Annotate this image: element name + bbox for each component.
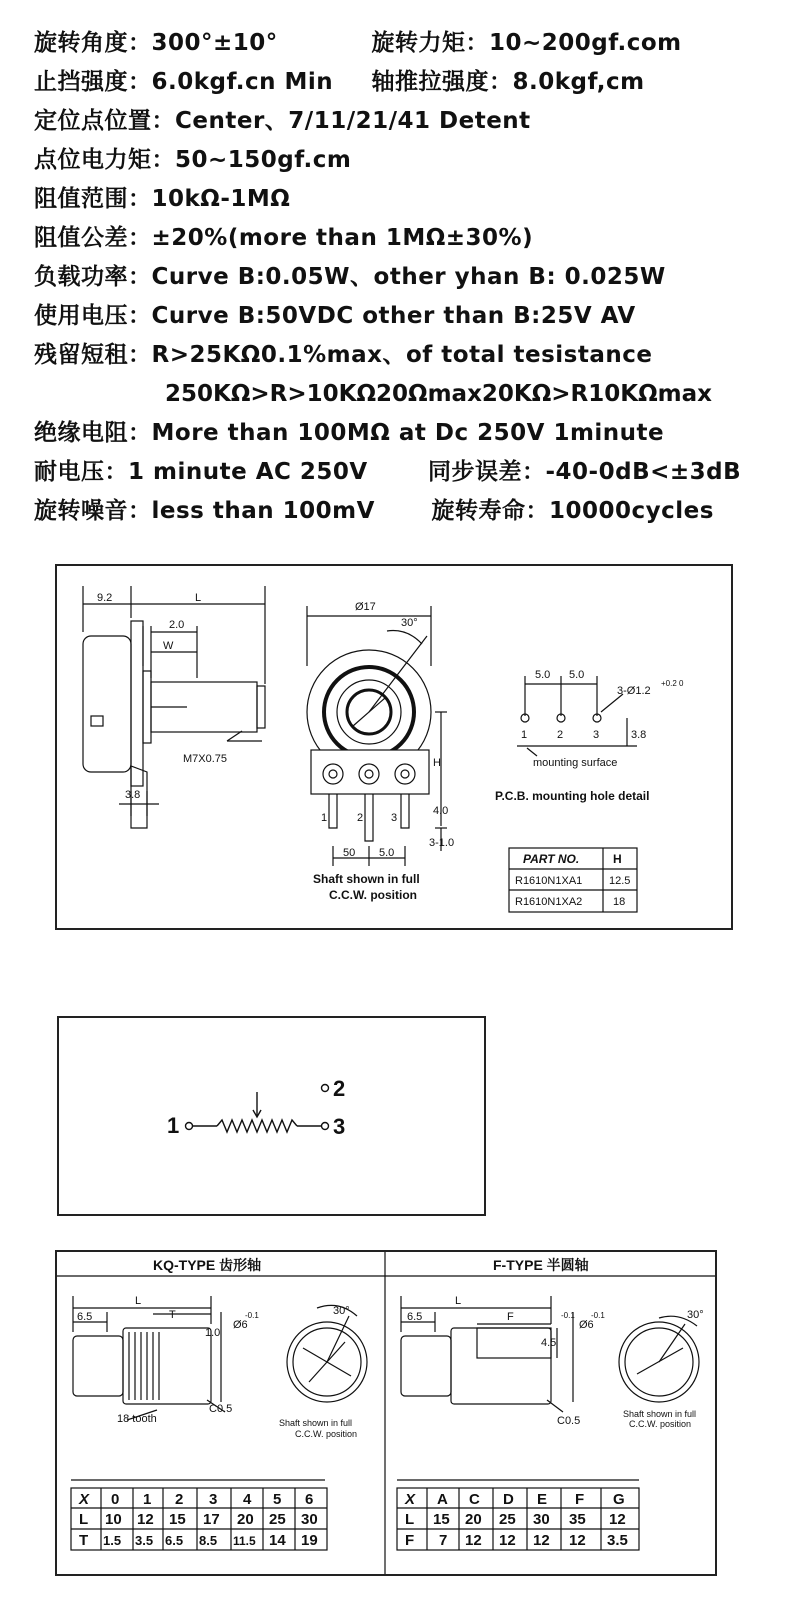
- dim-label: 3-1.0: [429, 837, 455, 849]
- spec-value: 250KΩ>R>10KΩ20Ωmax20KΩ>R10KΩmax: [165, 381, 712, 407]
- terminal-label: 1: [167, 1113, 180, 1138]
- table-header: H: [613, 852, 622, 866]
- table-cell: R1610N1XA2: [515, 896, 583, 908]
- spec-row: [34, 457, 741, 487]
- table-cell: 3: [209, 1491, 218, 1508]
- spec-value: R>25KΩ0.1%max、of total tesistance: [151, 342, 653, 368]
- dim-label: 2.0: [169, 619, 185, 631]
- table-cell: A: [437, 1491, 448, 1508]
- pin-label: 1: [521, 729, 528, 741]
- dim-label: 50: [343, 847, 356, 859]
- shaft-note: C.C.W. position: [329, 888, 417, 902]
- kq-shaft-drawing: [71, 1295, 367, 1480]
- spec-label: 阻值范围：: [34, 186, 152, 212]
- table-cell: 12: [137, 1511, 154, 1528]
- shaft-note: C.C.W. position: [295, 1429, 358, 1439]
- spec-value: Center、7/11/21/41 Detent: [175, 108, 531, 134]
- pin-label: 3: [391, 812, 398, 824]
- dim-label: 1.0: [205, 1327, 221, 1339]
- pcb-title: P.C.B. mounting hole detail: [495, 789, 650, 803]
- spec-row: [34, 145, 351, 175]
- table-cell: 8.5: [199, 1533, 218, 1548]
- shaft-note: Shaft shown in full: [623, 1409, 697, 1419]
- dimension-drawing: [57, 566, 731, 928]
- tolerance-label: -0.1: [591, 1311, 605, 1320]
- dim-label: L: [135, 1295, 142, 1307]
- table-cell: D: [503, 1491, 514, 1508]
- table-cell: F: [575, 1491, 585, 1508]
- spec-value: 300°±10°: [151, 30, 278, 56]
- table-cell: 25: [499, 1511, 516, 1528]
- kq-table: [71, 1488, 327, 1550]
- table-cell: 30: [533, 1511, 550, 1528]
- kq-type-title: KQ-TYPE 齿形轴: [153, 1257, 262, 1273]
- table-header: PART NO.: [523, 852, 580, 866]
- tolerance-label: +0.2 0: [661, 679, 684, 688]
- spec-row-continuation: [165, 379, 712, 409]
- angle-label: 30°: [401, 617, 418, 629]
- pin-label: 3: [593, 729, 600, 741]
- spec-label: 旋转寿命：: [431, 498, 549, 524]
- spec-label: 绝缘电阻：: [34, 420, 152, 446]
- teeth-label: 18 tooth: [117, 1413, 157, 1425]
- dim-label: F: [507, 1311, 514, 1323]
- spec-value: 10000cycles: [549, 498, 714, 524]
- table-cell: 12: [609, 1511, 626, 1528]
- table-cell: 12: [569, 1532, 586, 1549]
- spec-label: 点位电力矩：: [34, 147, 175, 173]
- dim-label: 6.5: [407, 1311, 423, 1323]
- dim-label: L: [455, 1295, 462, 1307]
- table-cell: X: [405, 1491, 416, 1508]
- shaft-note: Shaft shown in full: [313, 872, 420, 886]
- dim-label: 3.8: [125, 789, 141, 801]
- shaft-note: C.C.W. position: [629, 1419, 692, 1429]
- spec-value: Curve B:50VDC other than B:25V AV: [151, 303, 636, 329]
- table-cell: 19: [301, 1532, 318, 1549]
- table-cell: 15: [169, 1511, 186, 1528]
- table-cell: L: [405, 1511, 415, 1528]
- spec-value: -40-0dB<±3dB: [545, 459, 742, 485]
- table-cell: 30: [301, 1511, 318, 1528]
- angle-label: 30°: [687, 1309, 704, 1321]
- potentiometer-symbol: [59, 1018, 484, 1214]
- dim-label: 5.0: [535, 669, 551, 681]
- terminal-label: 2: [333, 1076, 346, 1101]
- spec-value: More than 100MΩ at Dc 250V 1minute: [151, 420, 665, 446]
- spec-label: 定位点位置：: [34, 108, 175, 134]
- table-cell: 6.5: [165, 1533, 184, 1548]
- spec-value: 50~150gf.cm: [175, 147, 352, 173]
- table-cell: C: [469, 1491, 480, 1508]
- dim-label: 4.5: [541, 1337, 557, 1349]
- spec-value: less than 100mV: [151, 498, 375, 524]
- dim-label: 9.2: [97, 592, 113, 604]
- table-cell: L: [79, 1511, 89, 1528]
- table-cell: 12: [533, 1532, 550, 1549]
- schematic-panel: [57, 1016, 486, 1216]
- terminal-label: 3: [333, 1114, 346, 1139]
- spec-value: 6.0kgf.cn Min: [151, 69, 334, 95]
- dim-label: 3.8: [631, 729, 647, 741]
- table-cell: 35: [569, 1511, 586, 1528]
- spec-label: 止挡强度：: [34, 69, 152, 95]
- table-cell: 10: [105, 1511, 122, 1528]
- table-cell: G: [613, 1491, 625, 1508]
- spec-value: ±20%(more than 1MΩ±30%): [151, 225, 534, 251]
- table-cell: 3.5: [135, 1533, 154, 1548]
- spec-value: 10~200gf.com: [489, 30, 682, 56]
- spec-label: 负载功率：: [34, 264, 152, 290]
- tolerance-label: -0.1: [245, 1311, 259, 1320]
- spec-label: 旋转噪音：: [34, 498, 152, 524]
- pcb-detail: [495, 669, 684, 803]
- pin-label: 2: [357, 812, 364, 824]
- dim-label: H: [433, 757, 441, 769]
- table-cell: 17: [203, 1511, 220, 1528]
- spec-label: 旋转力矩：: [371, 30, 489, 56]
- shaft-types-panel: [55, 1250, 717, 1576]
- table-cell: 20: [237, 1511, 254, 1528]
- table-cell: 12.5: [609, 875, 631, 887]
- dimension-drawing-panel: [55, 564, 733, 930]
- table-cell: F: [405, 1532, 415, 1549]
- chamfer-label: C0.5: [557, 1415, 581, 1427]
- shaft-note: Shaft shown in full: [279, 1418, 353, 1428]
- diameter-label: Ø6: [579, 1319, 594, 1331]
- table-cell: 18: [613, 896, 626, 908]
- f-shaft-drawing: [397, 1295, 704, 1480]
- table-cell: R1610N1XA1: [515, 875, 583, 887]
- angle-label: 30°: [333, 1305, 350, 1317]
- diameter-label: Ø6: [233, 1319, 248, 1331]
- chamfer-label: C0.5: [209, 1403, 233, 1415]
- dim-label: 5.0: [379, 847, 395, 859]
- pin-label: 2: [557, 729, 564, 741]
- dim-label: 4.0: [433, 805, 449, 817]
- spec-label: 耐电压：: [34, 459, 128, 485]
- spec-value: 8.0kgf,cm: [512, 69, 645, 95]
- table-cell: 12: [465, 1532, 482, 1549]
- pin-label: 1: [321, 812, 328, 824]
- tolerance-label: -0.1: [561, 1311, 575, 1320]
- dim-label: W: [163, 640, 174, 652]
- table-cell: 12: [499, 1532, 516, 1549]
- table-cell: 1: [143, 1491, 152, 1508]
- spec-row: [34, 301, 636, 331]
- spec-label: 使用电压：: [34, 303, 152, 329]
- thread-label: M7X0.75: [183, 753, 228, 765]
- dim-label: L: [195, 592, 202, 604]
- spec-label: 轴推拉强度：: [371, 69, 513, 95]
- front-view: [307, 601, 454, 902]
- spec-row: [34, 340, 652, 370]
- table-cell: 15: [433, 1511, 450, 1528]
- spec-label: 同步误差：: [428, 459, 546, 485]
- spec-row: [34, 28, 682, 58]
- table-cell: 14: [269, 1532, 286, 1549]
- spec-row: [34, 223, 533, 253]
- spec-value: Curve B:0.05W、other yhan B: 0.025W: [151, 264, 666, 290]
- table-cell: X: [79, 1491, 90, 1508]
- side-view: [83, 586, 265, 828]
- table-cell: 4: [243, 1491, 252, 1508]
- table-cell: T: [79, 1532, 89, 1549]
- table-cell: 25: [269, 1511, 286, 1528]
- table-cell: 11.5: [233, 1534, 256, 1548]
- table-cell: 1.5: [103, 1533, 122, 1548]
- spec-row: [34, 262, 666, 292]
- holes-label: 3-Ø1.2: [617, 685, 651, 697]
- spec-row: [34, 496, 714, 526]
- spec-value: 1 minute AC 250V: [128, 459, 368, 485]
- spec-row: [34, 67, 645, 97]
- table-cell: E: [537, 1491, 548, 1508]
- table-cell: 20: [465, 1511, 482, 1528]
- shaft-drawings: [57, 1252, 715, 1574]
- surface-label: mounting surface: [533, 757, 618, 769]
- dim-label: T: [169, 1309, 176, 1321]
- table-cell: 5: [273, 1491, 282, 1508]
- spec-row: [34, 184, 290, 214]
- table-cell: 3.5: [607, 1532, 628, 1549]
- dim-label: 5.0: [569, 669, 585, 681]
- table-cell: 7: [439, 1532, 448, 1549]
- f-table: [397, 1488, 639, 1550]
- dim-label: 6.5: [77, 1311, 93, 1323]
- table-cell: 2: [175, 1491, 184, 1508]
- spec-label: 旋转角度：: [34, 30, 152, 56]
- spec-value: 10kΩ-1MΩ: [151, 186, 291, 212]
- spec-row: [34, 106, 531, 136]
- table-cell: 6: [305, 1491, 314, 1508]
- spec-label: 阻值公差：: [34, 225, 152, 251]
- table-cell: 0: [111, 1491, 120, 1508]
- diameter-label: Ø17: [355, 601, 376, 613]
- spec-label: 残留短租：: [34, 342, 152, 368]
- part-table: [509, 848, 637, 912]
- spec-row: [34, 418, 664, 448]
- f-type-title: F-TYPE 半圆轴: [493, 1257, 589, 1273]
